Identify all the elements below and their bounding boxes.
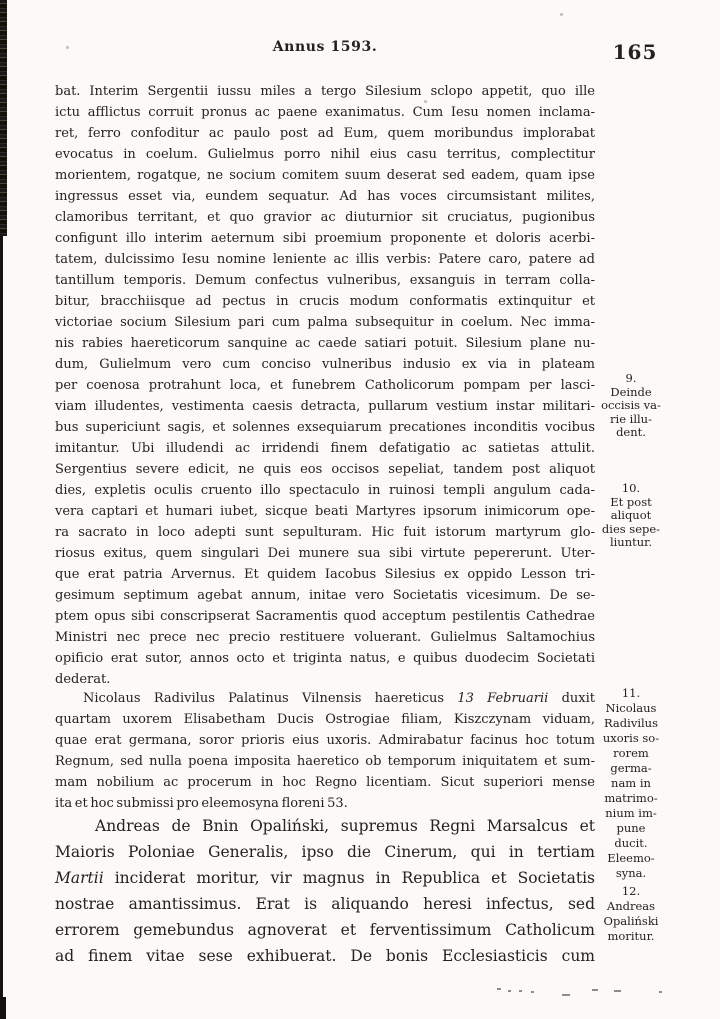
text-line: que erat patria Arvernus. Et quidem Iacobus Silesius ex oppido Lesson tri-	[55, 567, 595, 582]
text-line: tantillum temporis. Demum confectus vulneribus, exsanguis in terram colla-	[55, 273, 595, 288]
scan-artifact	[531, 991, 534, 993]
text-line: tatem, dulcissimo Iesu nomine leniente ac illis verbis: Patere caro, patere ad	[55, 252, 595, 267]
text-line: nium im-	[605, 806, 657, 820]
text-line: aliquot	[610, 508, 652, 522]
margin-note-number: 12.	[621, 884, 641, 898]
body-paragraph-continuation	[55, 81, 595, 690]
running-title: Annus 1593.	[272, 39, 378, 55]
text-line: riosus exitus, quem singulari Dei munere sua sibi virtute pepererunt. Uter-	[55, 546, 595, 561]
scan-speck	[560, 13, 563, 16]
text-line: Ministri nec prece nec precio restituere voluerant. Gulielmus Saltamochius	[55, 630, 595, 645]
text-line: clamoribus territant, et quo gravior ac diuturnior sit cruciatus, pugionibus	[55, 210, 595, 225]
text-line: ducit.	[614, 836, 648, 850]
scan-artifact	[508, 990, 511, 992]
text-line: ictu afflictus corruit pronus ac paene exanimatus. Cum Iesu nomen inclama-	[55, 105, 595, 120]
scan-artifact	[592, 989, 598, 991]
text-line: rorem	[613, 746, 649, 760]
text-line: Maioris Poloniae Generalis, ipso die Cinerum, qui in tertiam	[55, 843, 595, 861]
text-line: nostrae amantissimus. Erat is aliquando heresi infectus, sed	[55, 895, 595, 913]
text-line: ptem opus sibi conscripserat Sacramentis quod acceptum pestilentis Cathedrae	[55, 609, 595, 624]
text-line: ita et hoc submissi pro eleemosyna floreni 53.	[55, 796, 348, 811]
scan-speck	[424, 100, 427, 103]
text-line: ingressus esset via, eundem sequatur. Ad has voces circumsistant milites,	[55, 189, 595, 204]
text-line: germa-	[610, 761, 652, 775]
text-line: dederat.	[55, 672, 111, 687]
body-paragraph-radivilus	[55, 688, 595, 814]
text-line: bat. Interim Sergentii iussu miles a tergo Silesium sclopo appetit, quo ille	[55, 84, 595, 99]
text-line: occisis va-	[601, 398, 661, 412]
text-line: Nicolaus	[605, 701, 657, 715]
text-line: Regnum, sed nulla poena imposita haeretico ob temporum iniquitatem et sum-	[55, 754, 595, 769]
margin-note-9	[590, 372, 672, 440]
text-line: Nicolaus Radivilus Palatinus Vilnensis haereticus 13 Februarii duxit	[83, 691, 595, 706]
text-line: uxoris so-	[602, 731, 660, 745]
scan-artifact	[562, 994, 570, 996]
scan-speck	[66, 46, 69, 49]
page-number: 165	[612, 40, 658, 64]
text-line: liuntur.	[609, 535, 653, 549]
text-line: imitantur. Ubi illudendi ac irridendi finem defatigatio ac satietas attulit.	[55, 441, 595, 456]
margin-note-number: 11.	[621, 686, 641, 700]
text-line: per coenosa protrahunt loca, et funebrem Catholicorum pompam per lasci-	[55, 378, 595, 393]
scan-gutter-bottom	[0, 997, 6, 1019]
margin-note-11	[590, 686, 672, 881]
margin-note-number: 10.	[621, 481, 641, 495]
text-line: Martii inciderat moritur, vir magnus in Republica et Societatis	[55, 869, 595, 887]
scan-artifact	[519, 990, 522, 992]
margin-note-number: 9.	[625, 371, 637, 385]
text-line: opificio erat sutor, annos octo et triginta natus, e quibus duodecim Societati	[55, 651, 595, 666]
margin-note-12	[590, 884, 672, 944]
text-line: dies, expletis oculis cruento illo spectaculo in ruinosi templi angulum cada-	[55, 483, 595, 498]
text-line: Andreas	[606, 899, 656, 913]
text-line: rie illu-	[610, 411, 652, 426]
text-line: Radivilus	[604, 716, 658, 730]
text-line: nis rabies haereticorum sanquine ac caede satiari potuit. Silesium plane nu-	[55, 336, 595, 351]
text-line: Et post	[610, 494, 652, 509]
text-line: dies sepe-	[601, 521, 661, 536]
text-line: bus supericiunt sagis, et solennes exsequiarum precationes inconditis vocibus	[55, 420, 595, 435]
text-line: moritur.	[607, 929, 655, 943]
text-line: Andreas de Bnin Opaliński, supremus Regni Marsalcus et	[95, 817, 595, 835]
text-line: matrimo-	[604, 791, 658, 805]
scan-artifact	[497, 988, 501, 990]
text-line: syna.	[615, 866, 647, 880]
text-line: ra sacrato in loco adepti sunt sepulturam. Hic fuit istorum martyrum glo-	[55, 525, 595, 540]
text-line: ret, ferro confoditur ac paulo post ad Eum, quem moribundus implorabat	[55, 126, 595, 141]
text-line: mam nobilium ac procerum in hoc Regno licentiam. Sicut superiori mense	[55, 775, 595, 790]
text-line: Deinde	[610, 384, 652, 399]
text-line: pune	[616, 821, 646, 835]
text-line: Eleemo-	[607, 851, 655, 865]
text-line: vera captari et humari iubet, sicque beati Martyres ipsorum inimicorum ope-	[55, 504, 595, 519]
text-line: nam in	[611, 776, 651, 790]
text-line: viam illudentes, vestimenta caesis detracta, pullarum vestium instar militari-	[55, 399, 595, 414]
text-line: morientem, rogatque, ne socium comitem suum deserat sed eadem, quam ipse	[55, 168, 595, 183]
text-line: Opaliński	[603, 914, 659, 928]
text-line: dent.	[616, 425, 646, 439]
text-line: quae erat germana, soror prioris eius uxoris. Admirabatur facinus hoc totum	[55, 733, 595, 748]
scan-gutter-texture	[0, 0, 7, 236]
margin-note-10	[590, 482, 672, 550]
text-line: quartam uxorem Elisabetham Ducis Ostrogiae filiam, Kiszczynam viduam,	[55, 712, 595, 727]
body-paragraph-opalinski	[55, 813, 595, 969]
scan-artifact	[659, 991, 662, 993]
text-line: victoriae socium Silesium pari cum palma subsequitur in coelum. Nec imma-	[55, 315, 595, 330]
text-line: ad finem vitae sese exhibuerat. De bonis Ecclesiasticis cum	[55, 947, 595, 965]
text-line: Sergentius severe edicit, ne quis eos occisos sepeliat, tandem post aliquot	[55, 462, 595, 477]
text-line: dum, Gulielmum vero cum conciso vulneribus indusio ex via in plateam	[55, 357, 595, 372]
text-line: configunt illo interim aeternum sibi proemium proponente et doloris acerbi-	[55, 231, 595, 246]
text-line: evocatus in coelum. Gulielmus porro nihil eius casu territus, complectitur	[55, 147, 595, 162]
text-line: errorem gemebundus agnoverat et ferventissimum Catholicum	[55, 921, 595, 939]
text-line: bitur, bracchiisque ad pectus in crucis modum conformatis extinquitur et	[55, 294, 595, 309]
scan-artifact	[614, 990, 621, 992]
text-line: gesimum septimum agebat annum, initae vero Societatis vicesimum. De se-	[55, 588, 595, 603]
